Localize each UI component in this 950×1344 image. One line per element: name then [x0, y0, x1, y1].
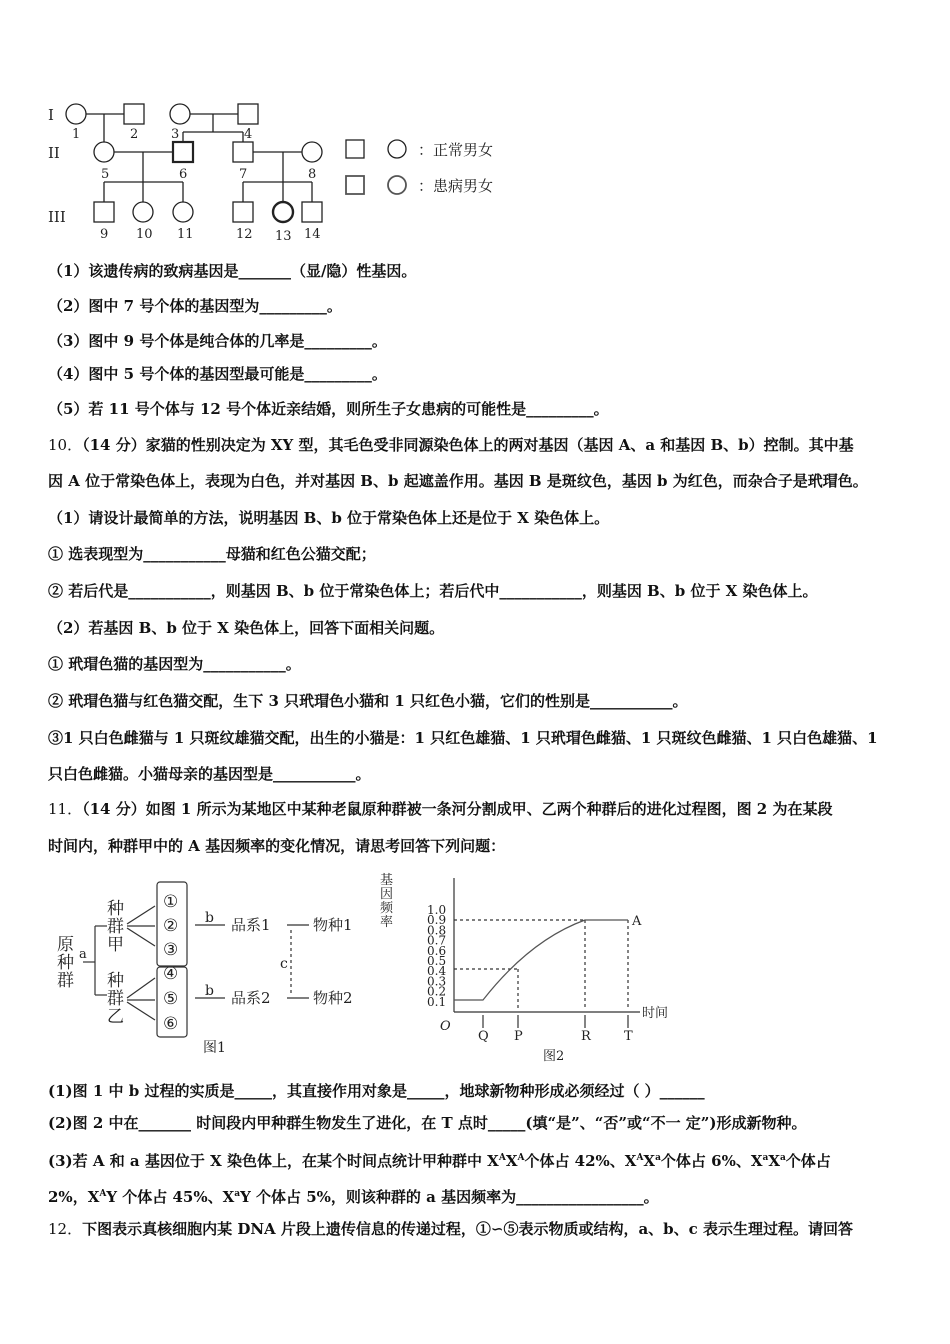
q10-line: 只白色雌猫。小猫母亲的基因型是___________。 — [48, 765, 371, 783]
q9-sub2: （2）图中 7 号个体的基因型为_________。 — [48, 297, 342, 315]
q11-line: 时间内，种群甲中的 A 基因频率的变化情况，请思考回答下列问题： — [48, 837, 506, 855]
figure-1-speciation — [55, 870, 375, 1060]
q10-text: （14 分）家猫的性别决定为 XY 型，其毛色受非同源染色体上的两对基因（基因 A、a 和基因 B、b）控制。其中基 — [82, 436, 854, 454]
q11-sub1: (1)图 1 中 b 过程的实质是_____，其直接作用对象是_____，地球新物种形成必须经过（ ）______ — [48, 1082, 705, 1100]
fig1-caption: 图1 — [203, 1040, 226, 1056]
fig1-circle: ④ — [163, 964, 179, 984]
individual-number: 8 — [308, 167, 317, 182]
individual-number: 2 — [130, 127, 139, 142]
fig1-label: 原 — [57, 935, 74, 955]
fig2-ytick: 0.6 — [427, 943, 447, 958]
q10-line — [48, 435, 854, 455]
q10-line: ② 玳瑁色猫与红色猫交配，生下 3 只玳瑁色小猫和 1 只红色小猫，它们的性别是___________。 — [48, 692, 688, 710]
fig2-ylabel: 率 — [380, 915, 394, 930]
legend-normal: ：正常男女 — [418, 141, 494, 159]
q11-text: （14 分）如图 1 所示为某地区中某种老鼠原种群被一条河分割成甲、乙两个种群后的进化过程图，图 2 为在某段 — [82, 800, 833, 818]
fig1-label: 品系1 — [231, 916, 271, 934]
figure-2-gene-frequency — [370, 870, 700, 1065]
fig2-xlabel: 时间 — [642, 1006, 669, 1021]
fig1-label: 种 — [57, 953, 74, 973]
fig1-label: 群 — [107, 917, 124, 937]
individual-number: 4 — [244, 127, 253, 142]
fig2-ylabel: 因 — [380, 887, 394, 902]
fig1-label: b — [205, 983, 214, 999]
q12-text: 下图表示真核细胞内某 DNA 片段上遗传信息的传递过程，①∽⑤表示物质或结构，a、b、c 表示生理过程。请回答 — [82, 1220, 854, 1238]
fig1-label: 种 — [107, 899, 124, 919]
individual-number: 7 — [239, 167, 248, 182]
q9-sub1: （1）该遗传病的致病基因是_______（显/隐）性基因。 — [48, 262, 417, 280]
individual-number: 6 — [179, 167, 188, 182]
q11-sub2: (2)图 2 中在_______ 时间段内甲种群生物发生了进化，在 T 点时_____(填“是”、“否”或“不一 定”)形成新物种。 — [48, 1114, 807, 1132]
fig1-label: c — [280, 956, 288, 972]
fig2-xtick: P — [514, 1029, 523, 1044]
fig1-label: 物种1 — [313, 916, 353, 934]
gen-label: III — [48, 208, 66, 226]
q9-sub5: （5）若 11 号个体与 12 号个体近亲结婚，则所生子女患病的可能性是_________。 — [48, 400, 609, 418]
fig2-ytick: 0.4 — [427, 964, 447, 979]
individual-number: 12 — [236, 227, 253, 242]
q11-line — [48, 799, 832, 819]
q10-line: 因 A 位于常染色体上，表现为白色，并对基因 B、b 起遮盖作用。基因 B 是斑纹色，基因 b 为红色，而杂合子是玳瑁色。 — [48, 472, 868, 490]
fig2-ylabel: 基 — [380, 873, 394, 888]
q9-sub3: （3）图中 9 号个体是纯合体的几率是_________。 — [48, 332, 387, 350]
individual-number: 3 — [171, 127, 180, 142]
fig2-series-label: A — [632, 914, 642, 929]
individual-number: 14 — [304, 227, 321, 242]
fig1-circle: ⑤ — [163, 989, 179, 1009]
fig1-label: 甲 — [107, 935, 124, 955]
question-number: 11． — [48, 800, 83, 818]
q12-line — [48, 1219, 853, 1239]
fig1-circle: ⑥ — [163, 1014, 179, 1034]
fig1-label: 群 — [107, 989, 124, 1009]
pedigree-diagram — [40, 90, 520, 250]
fig2-ytick: 1.0 — [427, 903, 447, 917]
q11-sub3-cont: 2%，$X^AY$ 个体占 45%、$X^aY$ 个体占 5%，则该种群的 a 基因频率为_________________。 — [48, 1188, 659, 1206]
q11-sub3: (3)若 A 和 a 基因位于 X 染色体上，在某个时间点统计甲种群中 $X^AX^A$个体占 42%、$X^AX^a$个体占 6%、$X^aX^a$个体占 — [48, 1152, 831, 1170]
fig1-label: 群 — [57, 971, 74, 991]
fig2-xtick: Q — [478, 1029, 489, 1044]
fig2-ytick: 0.9 — [427, 913, 447, 928]
fig2-ytick: 0.7 — [427, 933, 447, 948]
fig1-label: 物种2 — [313, 989, 353, 1007]
q9-sub4: （4）图中 5 号个体的基因型最可能是_________。 — [48, 365, 387, 383]
q10-line: ① 选表现型为___________母猫和红色公猫交配； — [48, 545, 376, 563]
fig2-ytick: 0.2 — [427, 984, 447, 999]
fig2-xtick: R — [581, 1029, 591, 1044]
individual-number: 9 — [100, 227, 109, 242]
q10-line: （1）请设计最简单的方法，说明基因 B、b 位于常染色体上还是位于 X 染色体上。 — [48, 509, 610, 527]
fig2-ytick: 0.3 — [427, 974, 447, 989]
q10-line: ① 玳瑁色猫的基因型为___________。 — [48, 655, 301, 673]
individual-number: 1 — [72, 127, 81, 142]
fig2-caption: 图2 — [543, 1049, 565, 1064]
fig1-circle: ② — [163, 916, 179, 936]
question-number: 10． — [48, 436, 83, 454]
question-number: 12． — [48, 1220, 83, 1238]
fig1-label: 种 — [107, 971, 124, 991]
fig2-ylabel: 频 — [380, 901, 394, 916]
fig1-label: 乙 — [107, 1007, 124, 1027]
fig2-ytick: 0.5 — [427, 954, 447, 968]
q10-line: ② 若后代是___________，则基因 B、b 位于常染色体上；若后代中___________，则基因 B、b 位于 X 染色体上。 — [48, 582, 818, 600]
individual-number: 5 — [101, 167, 110, 182]
fig1-label: b — [205, 910, 214, 926]
fig2-origin: O — [440, 1019, 451, 1034]
gen-label: I — [48, 106, 54, 124]
q10-line: （2）若基因 B、b 位于 X 染色体上，回答下面相关问题。 — [48, 619, 445, 637]
individual-number: 13 — [275, 229, 292, 244]
fig2-ytick: 0.8 — [427, 923, 447, 938]
gen-label: II — [48, 144, 60, 162]
fig2-ytick: 0.1 — [427, 994, 447, 1009]
fig1-label: a — [79, 947, 87, 962]
individual-number: 10 — [136, 227, 153, 242]
fig1-circle: ③ — [163, 940, 179, 960]
fig1-label: 品系2 — [231, 989, 271, 1007]
individual-number: 11 — [177, 227, 194, 242]
legend-affected: ：患病男女 — [418, 177, 494, 195]
q10-line: ③1 只白色雌猫与 1 只斑纹雄猫交配，出生的小猫是：1 只红色雄猫、1 只玳瑁色雌猫、1 只斑纹色雌猫、1 只白色雄猫、1 — [48, 729, 878, 747]
fig2-xtick: T — [624, 1029, 633, 1044]
fig1-circle: ① — [163, 892, 179, 912]
